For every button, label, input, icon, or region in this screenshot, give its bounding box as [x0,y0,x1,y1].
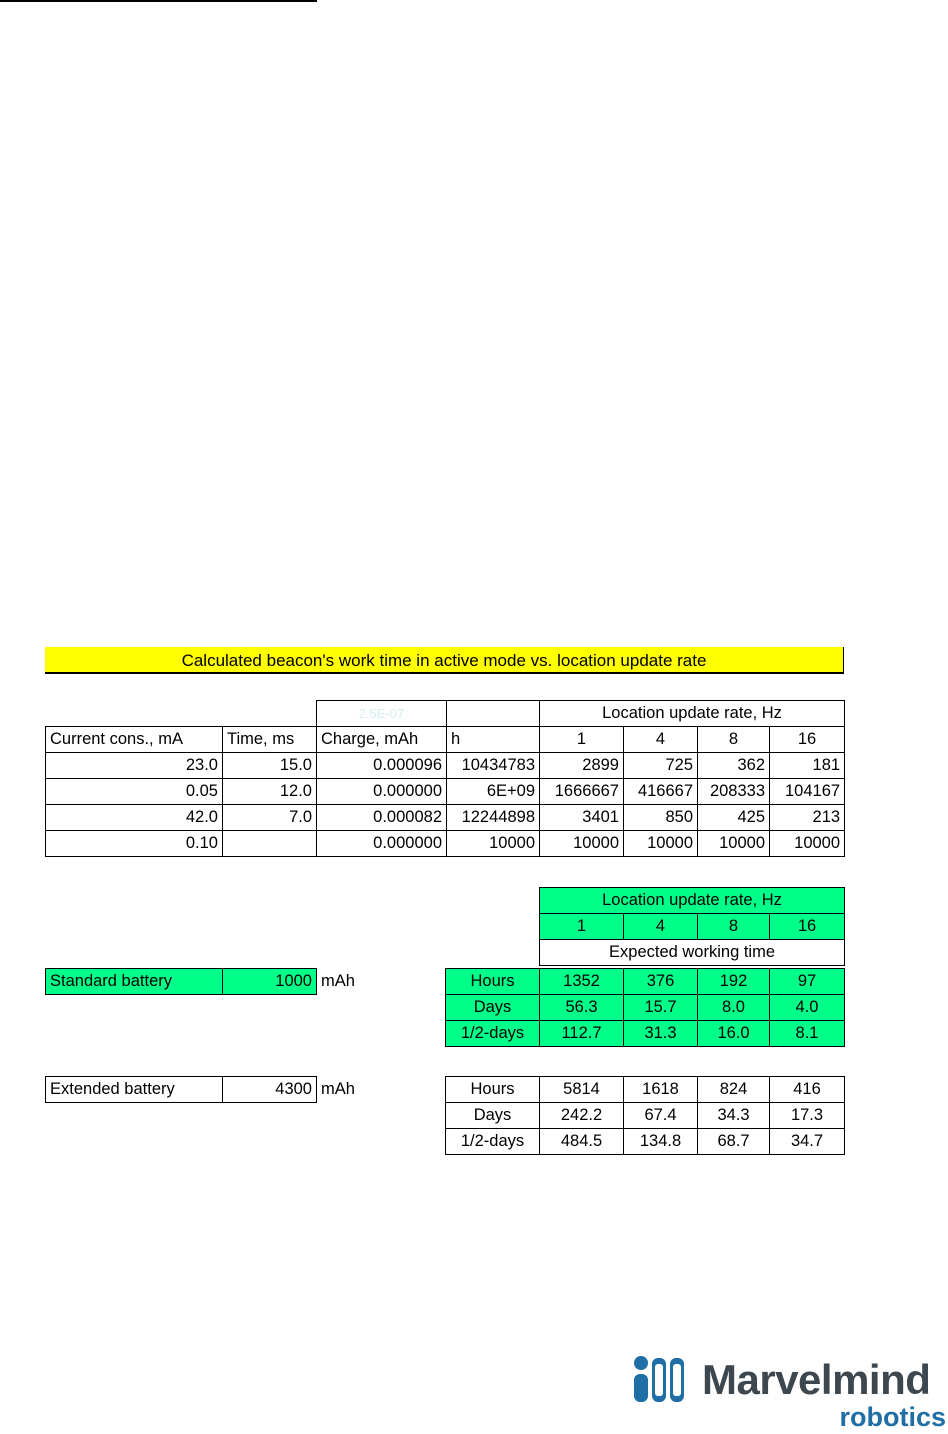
cell: 416667 [624,779,698,805]
rate-group-header: Location update rate, Hz [540,701,845,727]
cell: 10000 [624,831,698,857]
table-row [46,805,845,831]
cell: 425 [698,805,770,831]
table-row [446,969,845,995]
cell: 416 [770,1077,845,1103]
cell: 12.0 [223,779,317,805]
cell: 242.2 [540,1103,624,1129]
wt-rate-8: 8 [698,914,770,940]
row-label: Days [446,995,540,1021]
table-row [446,1021,845,1047]
marvelmind-logo [630,1352,948,1434]
cell: 34.7 [770,1129,845,1155]
cell: 192 [698,969,770,995]
header-rate-16: 16 [770,727,845,753]
cell: 17.3 [770,1103,845,1129]
cell: 5814 [540,1077,624,1103]
cell: 104167 [770,779,845,805]
cell: 6E+09 [447,779,540,805]
cell: 0.000000 [317,779,447,805]
extended-battery-row [45,1076,446,1103]
header-rate-4: 4 [624,727,698,753]
wt-subheader: Expected working time [540,940,845,966]
cell: 725 [624,753,698,779]
cell: 181 [770,753,845,779]
cell: 0.10 [46,831,223,857]
cell: 15.0 [223,753,317,779]
cell: 56.3 [540,995,624,1021]
table-header [46,727,845,753]
cell: 484.5 [540,1129,624,1155]
cell: 0.05 [46,779,223,805]
report-title: Calculated beacon's work time in active mode vs. location update rate [45,647,844,674]
extended-battery-capacity: 4300 [223,1077,317,1103]
marvelmind-logo-icon [630,1352,700,1414]
standard-battery-row [45,968,446,995]
cell: 1618 [624,1077,698,1103]
cell: 10000 [770,831,845,857]
cell: 1352 [540,969,624,995]
extended-battery-label: Extended battery [46,1077,223,1103]
wt-rate-1: 1 [540,914,624,940]
cell: 10000 [698,831,770,857]
cell: 376 [624,969,698,995]
cell: 850 [624,805,698,831]
wt-rate-16: 16 [770,914,845,940]
header-charge: Charge, mAh [317,727,447,753]
consumption-table [45,700,845,857]
header-hours: h [447,727,540,753]
cell: 4.0 [770,995,845,1021]
row-label: 1/2-days [446,1021,540,1047]
cell: 1666667 [540,779,624,805]
table-row [446,1077,845,1103]
cell: 824 [698,1077,770,1103]
header-rate-1: 1 [540,727,624,753]
cell: 7.0 [223,805,317,831]
cell: 67.4 [624,1103,698,1129]
standard-battery-label: Standard battery [46,969,223,995]
row-label: Hours [446,1077,540,1103]
logo-subtitle: robotics [839,1402,946,1432]
cell: 112.7 [540,1021,624,1047]
standard-battery-capacity: 1000 [223,969,317,995]
cell: 68.7 [698,1129,770,1155]
table-row [446,995,845,1021]
cell: 16.0 [698,1021,770,1047]
cell: 10000 [540,831,624,857]
table-row [46,831,845,857]
table-header-top [46,701,845,727]
cell: 23.0 [46,753,223,779]
faded-label: 2.5E-07 [317,701,447,727]
cell: 208333 [698,779,770,805]
cell: 31.3 [624,1021,698,1047]
cell: 0.000096 [317,753,447,779]
cell: 10434783 [447,753,540,779]
standard-battery-unit: mAh [321,972,355,990]
cell: 8.0 [698,995,770,1021]
cell: 213 [770,805,845,831]
table-row [46,753,845,779]
working-time-header [539,887,845,966]
row-label: 1/2-days [446,1129,540,1155]
table-row [46,779,845,805]
table-row [446,1103,845,1129]
header-current: Current cons., mA [46,727,223,753]
logo-name: Marvelmind [702,1356,931,1403]
cell: 0.000082 [317,805,447,831]
header-rate-8: 8 [698,727,770,753]
extended-battery-unit: mAh [321,1080,355,1098]
header-time: Time, ms [223,727,317,753]
cell: 8.1 [770,1021,845,1047]
cell [223,831,317,857]
cell: 42.0 [46,805,223,831]
row-label: Hours [446,969,540,995]
cell: 12244898 [447,805,540,831]
top-rule [0,0,317,2]
row-label: Days [446,1103,540,1129]
cell: 34.3 [698,1103,770,1129]
wt-rate-group-header: Location update rate, Hz [540,888,845,914]
cell: 3401 [540,805,624,831]
cell: 0.000000 [317,831,447,857]
cell: 2899 [540,753,624,779]
cell: 134.8 [624,1129,698,1155]
cell: 15.7 [624,995,698,1021]
cell: 10000 [447,831,540,857]
standard-battery-table [445,968,845,1047]
extended-battery-table [445,1076,845,1155]
table-row [446,1129,845,1155]
wt-rate-4: 4 [624,914,698,940]
cell: 97 [770,969,845,995]
cell: 362 [698,753,770,779]
